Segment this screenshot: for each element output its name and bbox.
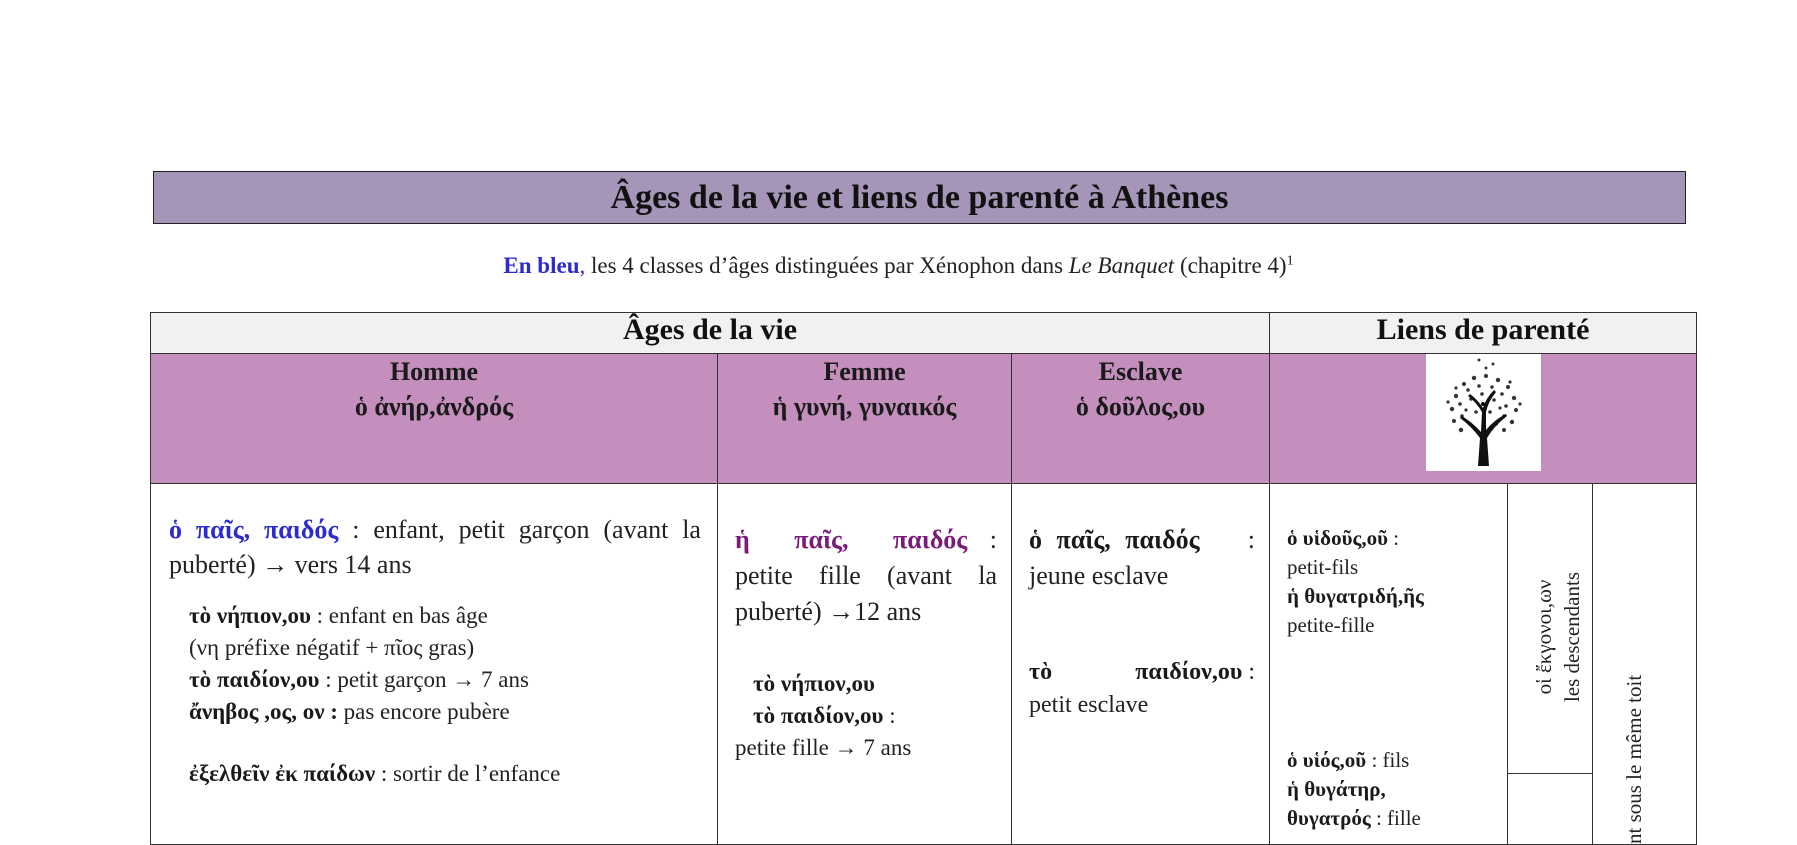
- esclave-sub-greek: παιδίον,ου: [1135, 659, 1243, 685]
- household-vertical-label: nt sous le même toit: [1622, 674, 1647, 844]
- subtitle-book-title: Le Banquet: [1068, 253, 1175, 278]
- esclave-sub-article: τὸ: [1029, 659, 1053, 685]
- subtitle-text: les 4 classes d’âges distinguées par Xénophon dans: [585, 253, 1069, 278]
- femme-sub-greek-2: τὸ παιδίον,ου: [753, 703, 884, 728]
- esclave-lead-text: jeune esclave: [1029, 561, 1169, 590]
- list-item: [189, 664, 701, 696]
- cell-homme: [151, 484, 718, 845]
- column-esclave-label: Esclave: [1098, 357, 1183, 386]
- subtitle-blue-label: En bleu: [503, 253, 580, 278]
- femme-sub-greek-2-line: [735, 700, 997, 732]
- item-text: : enfant en bas âge: [310, 603, 488, 628]
- son-greek: ὁ υἱός,οῦ: [1287, 748, 1367, 772]
- colon: :: [1247, 525, 1256, 554]
- list-item: [189, 696, 701, 728]
- daughter-line: [1287, 804, 1502, 833]
- colon: :: [1388, 526, 1400, 550]
- family-tree-icon: [1426, 354, 1541, 471]
- grandson-text: petit-fils: [1287, 555, 1359, 579]
- cell-femme: [718, 484, 1012, 845]
- daughter-greek-2: θυγατρός: [1287, 806, 1371, 830]
- list-item: [189, 600, 701, 632]
- femme-sub-text: petite fille → 7 ans: [735, 735, 912, 760]
- homme-sub-list: [169, 600, 701, 790]
- column-homme-label: Homme: [389, 357, 479, 386]
- column-femme-label: Femme: [823, 357, 906, 386]
- parente-terms: [1287, 524, 1502, 833]
- footnote-marker[interactable]: 1: [1286, 253, 1294, 269]
- femme-lead-entry: [735, 522, 997, 630]
- column-homme: [151, 354, 718, 484]
- item-greek: ἐξελθεῖν ἐκ παίδων: [189, 761, 376, 786]
- colon: :: [1242, 659, 1256, 685]
- daughter-text: : fille: [1370, 806, 1421, 830]
- daughter-greek-1: ἡ θυγάτηρ,: [1287, 777, 1386, 801]
- list-item: [189, 632, 701, 664]
- femme-sub-greek-1: τὸ νήπιον,ου: [753, 671, 875, 696]
- item-text: : sortir de l’enfance: [375, 761, 561, 786]
- item-greek: τὸ νήπιον,ου: [189, 603, 311, 628]
- femme-sub-entry: [735, 668, 997, 764]
- femme-lead-greek: ἡ παῖς, παιδός: [735, 525, 968, 554]
- esclave-lead-line: [1029, 522, 1255, 558]
- granddaughter-text: petite-fille: [1287, 613, 1375, 637]
- cell-esclave: [1012, 484, 1270, 845]
- granddaughter-greek: ἡ θυγατριδή,ῆς: [1287, 584, 1424, 608]
- grandson-line: [1287, 524, 1502, 553]
- content-row: [151, 484, 1697, 845]
- descendants-greek: οἱ ἔκγονοι,ων: [1532, 579, 1557, 695]
- esclave-lead-entry: [1029, 522, 1255, 594]
- item-text: (νη préfixe négatif + πῖος gras): [189, 635, 475, 660]
- son-text: : fils: [1366, 748, 1410, 772]
- grandson-greek: ὁ υἱδοῦς,οῦ: [1287, 526, 1388, 550]
- group-header-row: [151, 313, 1697, 354]
- esclave-sub-line: [1029, 656, 1255, 689]
- descendants-text: les descendants: [1560, 571, 1585, 703]
- homme-lead-entry: [169, 512, 701, 582]
- subtitle-text-after: (chapitre 4): [1174, 253, 1287, 278]
- esclave-sub-entry: [1029, 656, 1255, 722]
- homme-lead-greek: ὁ παῖς, παιδός: [169, 515, 339, 544]
- colon: :: [883, 703, 896, 728]
- ages-parente-table: [150, 312, 1697, 845]
- column-femme-greek: ἡ γυνή, γυναικός: [772, 392, 957, 421]
- item-text: pas encore pubère: [337, 699, 510, 724]
- header-liens-de-parente: Liens de parenté: [1270, 313, 1697, 354]
- son-line: [1287, 746, 1502, 775]
- list-item: [189, 758, 701, 790]
- esclave-lead-greek: ὁ παῖς, παιδός: [1029, 525, 1200, 554]
- descendants-column: [1507, 484, 1593, 774]
- homme-lead-text: : enfant, petit garçon (avant la puberté) → vers 14 ans: [169, 515, 701, 579]
- item-text: : petit garçon → 7 ans: [319, 667, 529, 692]
- column-esclave-greek: ὁ δοῦλος,ου: [1075, 392, 1206, 421]
- cell-parente: [1270, 484, 1697, 845]
- column-header-row: [151, 354, 1697, 484]
- column-homme-greek: ὁ ἀνήρ,ἀνδρός: [354, 392, 514, 421]
- item-greek: τὸ παιδίον,ου: [189, 667, 320, 692]
- descendants-column-lower: [1507, 774, 1593, 844]
- descendants-vertical-label: [1530, 512, 1586, 762]
- document-title: Âges de la vie et liens de parenté à Athènes: [153, 171, 1686, 224]
- femme-lead-text: : petite fille (avant la puberté) →12 ans: [735, 525, 997, 626]
- column-femme: [718, 354, 1012, 484]
- subtitle-comma: ,: [579, 253, 586, 278]
- item-greek: ἄνηβος ,ος, ον :: [189, 699, 338, 724]
- subtitle: [0, 253, 1797, 279]
- esclave-sub-text: petit esclave: [1029, 692, 1149, 718]
- column-esclave: [1012, 354, 1270, 484]
- header-ages-de-la-vie: Âges de la vie: [151, 313, 1270, 354]
